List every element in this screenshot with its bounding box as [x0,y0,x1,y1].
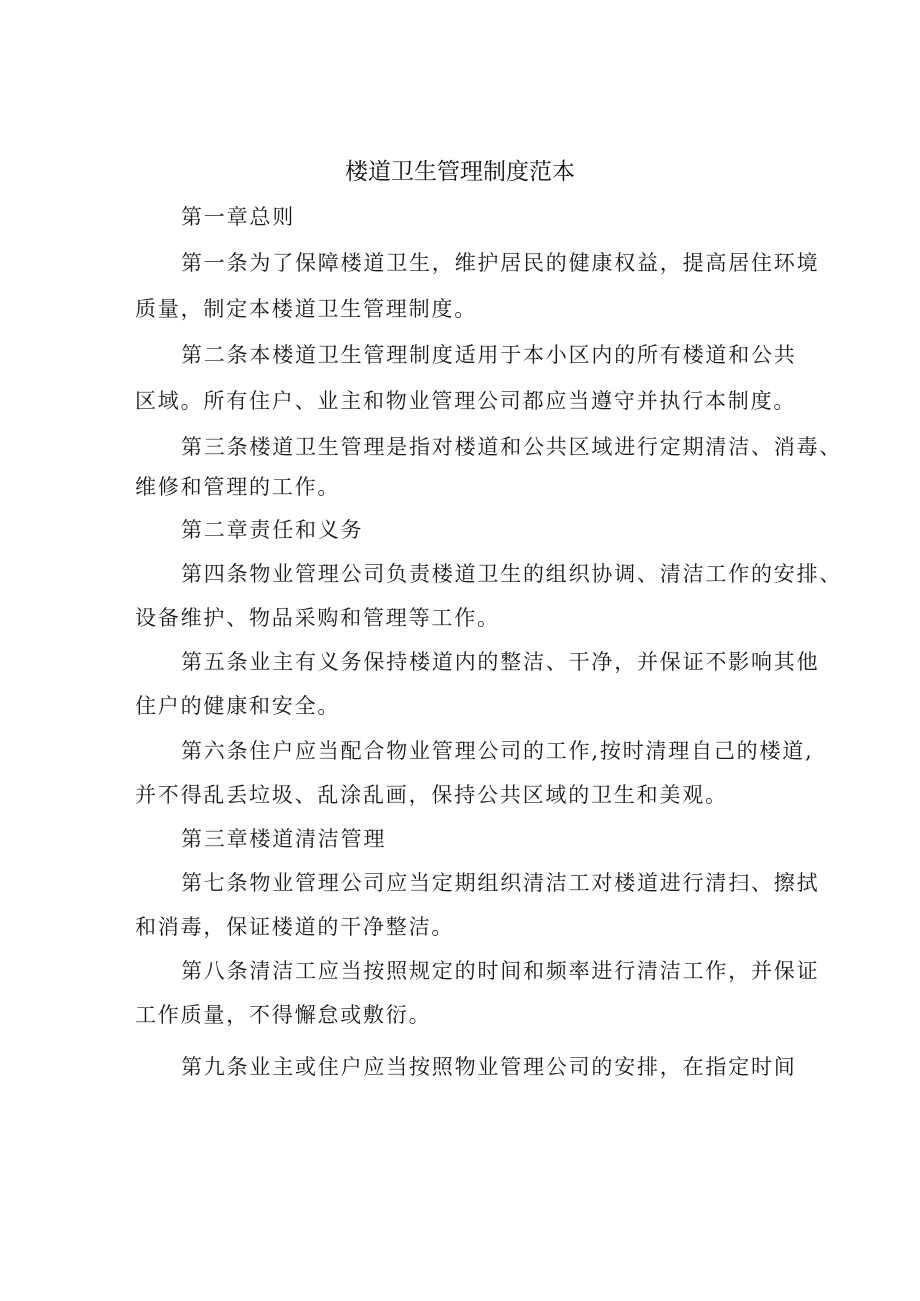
article-9-line-1: 第九条业主或住户应当按照物业管理公司的安排，在指定时间 [181,1055,797,1079]
article-3-line-1: 第三条楼道卫生管理是指对楼道和公共区域进行定期清洁、消毒、 [181,435,843,459]
article-7-line-1: 第七条物业管理公司应当定期组织清洁工对楼道进行清扫、擦拭 [181,871,820,895]
article-4-line-2: 设备维护、物品采购和管理等工作。 [135,606,500,630]
chapter-heading-2: 第二章责任和义务 [181,518,364,542]
article-8-line-1: 第八条清洁工应当按照规定的时间和频率进行清洁工作，并保证 [181,959,820,983]
article-5-line-1: 第五条业主有义务保持楼道内的整洁、干净，并保证不影响其他 [181,650,820,674]
document-title: 楼道卫生管理制度范本 [345,159,575,185]
article-6-line-1: 第六条住户应当配合物业管理公司的工作,按时清理自己的楼道, [181,739,814,763]
article-6-line-2: 并不得乱丢垃圾、乱涂乱画，保持公共区域的卫生和美观。 [135,783,728,807]
article-7-line-2: 和消毒，保证楼道的干净整洁。 [135,915,455,939]
chapter-heading-3: 第三章楼道清洁管理 [181,827,387,851]
article-8-line-2: 工作质量，不得懈怠或敷衍。 [135,1003,432,1027]
article-3-line-2: 维修和管理的工作。 [135,475,341,499]
article-4-line-1: 第四条物业管理公司负责楼道卫生的组织协调、清洁工作的安排、 [181,562,843,586]
chapter-heading-1: 第一章总则 [181,205,295,229]
article-2-line-1: 第二条本楼道卫生管理制度适用于本小区内的所有楼道和公共 [181,343,797,367]
article-1-line-1: 第一条为了保障楼道卫生，维护居民的健康权益，提高居住环境 [181,251,820,275]
article-2-line-2: 区域。所有住户、业主和物业管理公司都应当遵守并执行本制度。 [135,389,797,413]
article-1-line-2: 质量，制定本楼道卫生管理制度。 [135,297,477,321]
article-5-line-2: 住户的健康和安全。 [135,694,341,718]
